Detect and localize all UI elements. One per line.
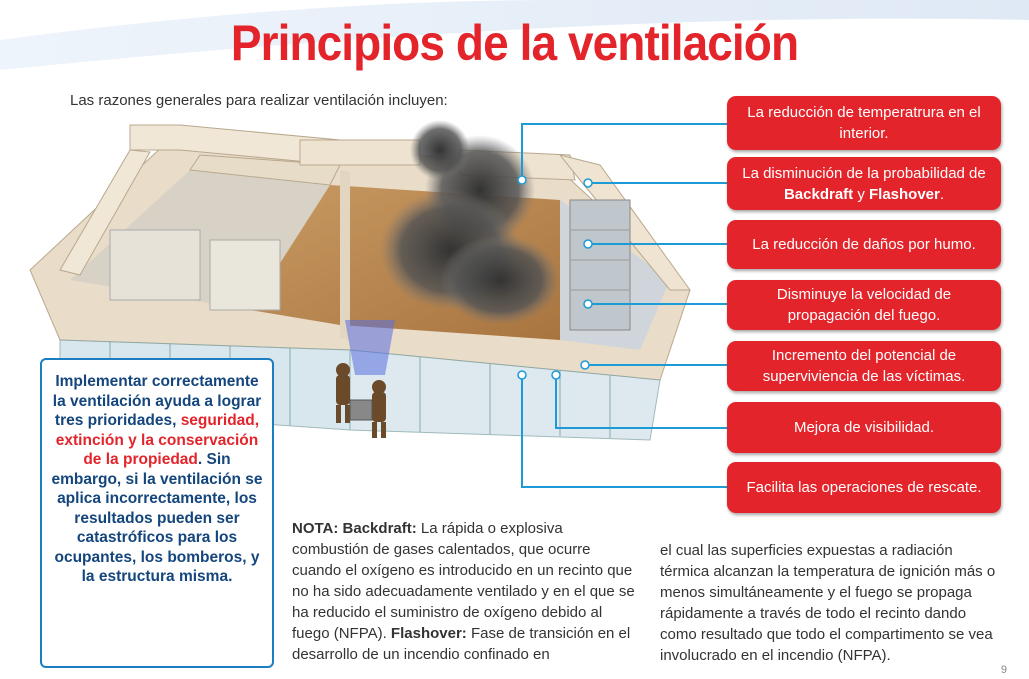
reason-text: La reducción de temperatrura en el interior. <box>747 104 981 142</box>
page-title: Principios de la ventilación <box>230 15 799 71</box>
reason-rescue <box>727 462 1001 513</box>
reason-text: Disminuye la velocidad de propagación del fuego. <box>776 286 952 324</box>
reason-fire-spread <box>727 280 1001 330</box>
note-label-backdraft: NOTA: Backdraft: <box>292 520 417 537</box>
note-label-flashover: Flashover: <box>386 625 467 642</box>
note-column-2 <box>660 540 1005 666</box>
page-number: 9 <box>1000 664 1007 676</box>
callout-text-2: . Sin embargo, si la ventilación se aplica incorrectamente, los resultados pueden ser catastróficos para los ocupantes, los bomberos, y la estructura misma. <box>51 451 263 585</box>
note-flashover-definition-part1: Fase de transición en el desarrollo de un incendio confinado en <box>292 625 631 663</box>
intro-text: Las razones generales para realizar ventilación incluyen: <box>70 92 448 109</box>
reason-text: Mejora de visibilidad. <box>793 419 935 436</box>
reason-text: La disminución de la probabilidad de Backdraft y Flashover. <box>742 164 986 203</box>
reason-text: La reducción de daños por humo. <box>752 236 976 253</box>
callout-text-1: Implementar correctamente la ventilación ayuda a lograr tres prioridades, <box>52 373 262 429</box>
reason-survival <box>727 341 1001 391</box>
reason-text: Incremento del potencial de superviviencia de las víctimas. <box>762 347 966 385</box>
reason-smoke-damage <box>727 220 1001 269</box>
reason-backdraft-flashover <box>727 157 1001 210</box>
callout-priorities: seguridad, extinción y la conservación de la propiedad <box>55 412 260 468</box>
note-backdraft-definition: La rápida o explosiva combustión de gases calentados, que ocurre cuando el oxígeno es introducido en un recinto que no ha sido adecuadamente ventilado y en el que se ha reducido el suministro de oxígeno debido al fuego (NFPA). <box>292 520 635 642</box>
reason-temperature <box>727 96 1001 150</box>
reason-visibility <box>727 402 1001 453</box>
note-flashover-definition-part2: el cual las superficies expuestas a radiación térmica alcanzan la temperatura de ignición más o menos simultáneamente y el fuego se propaga rápidamente a través de todo el recinto dando como resultado que todo el compartimento se vea involucrado en el incendio (NFPA). <box>660 542 996 664</box>
reason-text: Facilita las operaciones de rescate. <box>746 479 982 496</box>
callout-box <box>40 358 274 668</box>
note-column-1 <box>292 518 642 665</box>
